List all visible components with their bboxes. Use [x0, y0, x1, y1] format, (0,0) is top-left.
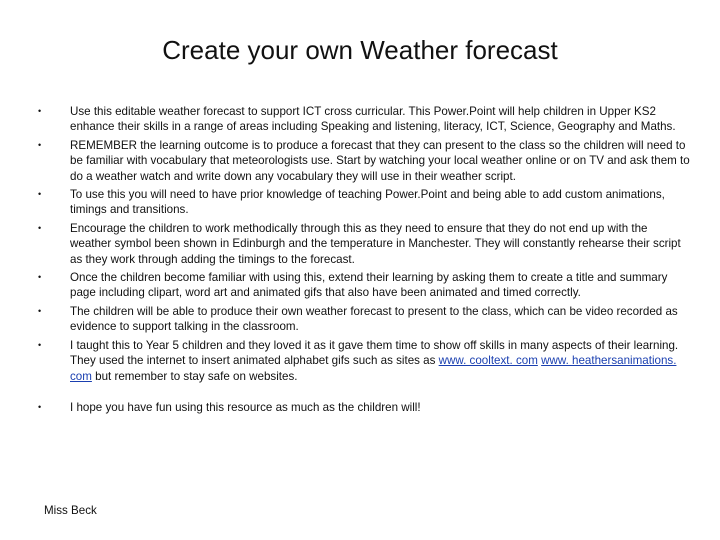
bullet-icon: • — [38, 189, 42, 200]
list-item-text: Use this editable weather forecast to support ICT cross curricular. This Power.Point will help children in Upper KS2 enhance their skills in a range of areas including Speaking and listening, literacy, ICT, Science, Geography and Maths. — [70, 105, 676, 134]
slide-title: Create your own Weather forecast — [162, 35, 558, 65]
signature: Miss Beck — [44, 504, 97, 517]
list-item — [38, 338, 690, 384]
list-item-text: Encourage the children to work methodically through this as they need to ensure that they do not end up with the weather symbol been shown in Edinburgh and the temperature in Manchester. They will constantly rehearse their script as they work through adding the timings to the forecast. — [70, 221, 681, 266]
list-item-text-part: but remember to stay safe on websites. — [91, 369, 298, 383]
closing-text: I hope you have fun using this resource as much as the children will! — [70, 400, 421, 414]
bullet-icon: • — [38, 339, 42, 350]
list-item-text: The children will be able to produce their own weather forecast to present to the class, which can be video recorded as evidence to support talking in the classroom. — [70, 304, 678, 334]
bullet-icon: • — [38, 106, 42, 116]
bullet-icon: • — [38, 305, 42, 316]
list-item — [38, 270, 690, 301]
bullet-icon: • — [38, 272, 42, 283]
list-item — [38, 104, 690, 135]
list-item-text-part: I taught this to Year 5 children and they loved it as it gave them time to show off skills in many aspects of their learning. They used the internet to insert animated alphabet gifs such as sites as — [70, 338, 679, 368]
heathersanimations-link[interactable]: www. heathersanimations. com — [70, 354, 677, 383]
bullet-icon: • — [38, 139, 42, 150]
bullet-icon: • — [38, 222, 42, 233]
bullet-icon: • — [38, 401, 42, 412]
bullet-list — [38, 104, 690, 418]
list-item — [38, 304, 690, 335]
list-item-text — [70, 339, 678, 383]
list-item — [38, 187, 690, 218]
list-item-text: REMEMBER the learning outcome is to produce a forecast that they can present to the class so the children will need to be familiar with vocabulary that meteorologists use. Start by watching your local weather online or on TV and ask them to do a weather watch and write down any vocabulary they will use in their weather script. — [70, 138, 690, 183]
list-item — [38, 138, 690, 184]
list-item-text: To use this you will need to have prior knowledge of teaching Power.Point and being able to add custom animations, timings and transitions. — [70, 188, 665, 217]
list-item — [38, 221, 690, 267]
cooltext-link[interactable]: www. cooltext. com — [438, 354, 538, 368]
list-item — [38, 400, 690, 415]
list-item-text: Once the children become familiar with using this, extend their learning by asking them to create a title and summary page including clipart, word art and animated gifs that also have been animated and timed correctly. — [70, 271, 668, 300]
